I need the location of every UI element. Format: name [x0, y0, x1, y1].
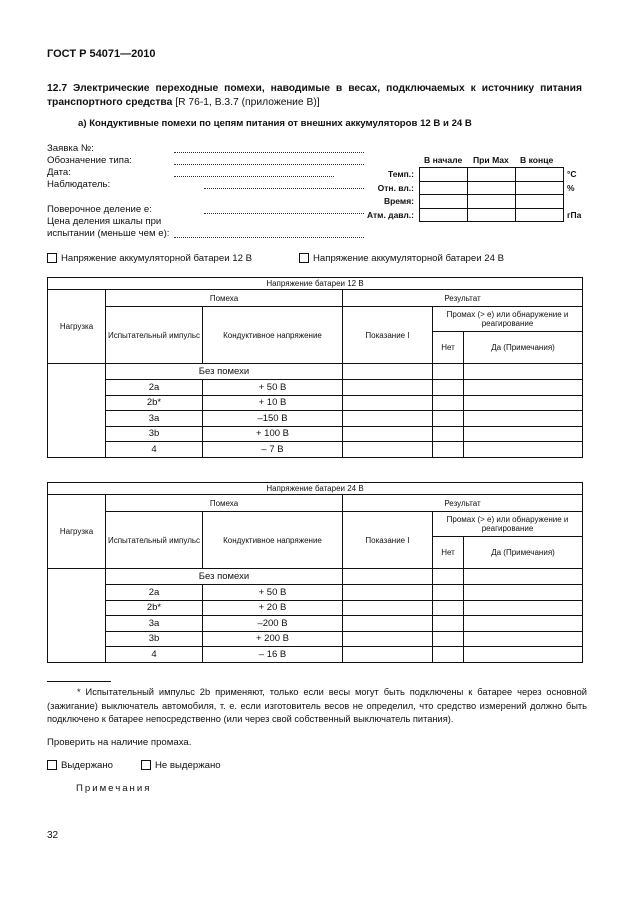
- header-voltage: Кондуктивное напряжение: [203, 512, 343, 569]
- verdict-failed-label: Не выдержано: [155, 760, 221, 771]
- yes-cell[interactable]: [464, 411, 583, 427]
- yes-cell[interactable]: [464, 364, 583, 380]
- checkbox-24v[interactable]: [299, 253, 309, 263]
- reading-cell[interactable]: [343, 442, 433, 458]
- field-scale-division-label-2: испытании (меньше чем e):: [47, 228, 170, 239]
- pulse-cell: 2a: [106, 380, 203, 396]
- check-instruction: Проверить на наличие промаха.: [47, 737, 192, 748]
- no-cell[interactable]: [433, 426, 464, 442]
- no-cell[interactable]: [433, 395, 464, 411]
- reading-cell[interactable]: [343, 426, 433, 442]
- yes-cell[interactable]: [464, 600, 583, 616]
- header-no: Нет: [433, 537, 464, 569]
- header-interference: Помеха: [106, 495, 343, 512]
- pulse-cell: 2b*: [106, 600, 203, 616]
- header-reading: Показание I: [343, 512, 433, 569]
- reading-cell[interactable]: [343, 616, 433, 632]
- load-cell[interactable]: [48, 569, 106, 663]
- conditions-cell[interactable]: [468, 208, 516, 222]
- conditions-block: [360, 155, 610, 227]
- reading-cell[interactable]: [343, 411, 433, 427]
- no-cell[interactable]: [433, 631, 464, 647]
- conditions-label-temp: Темп.:: [388, 169, 414, 179]
- yes-cell[interactable]: [464, 380, 583, 396]
- conditions-col-start: В начале: [424, 155, 463, 165]
- reading-cell[interactable]: [343, 647, 433, 663]
- header-voltage: Кондуктивное напряжение: [203, 307, 343, 364]
- conditions-cell[interactable]: [468, 195, 516, 209]
- yes-cell[interactable]: [464, 631, 583, 647]
- conditions-col-end: В конце: [520, 155, 554, 165]
- footnote: * Испытательный импульс 2b применяют, только если весы могут быть подключены к батарее через основной (зажигание) выключатель автомобиля, т. е. если изготовитель весов не определил, что средство измерений должно быть подключено к батарее непосредственно (или через свой собственный выключатель питания).: [47, 687, 587, 724]
- conditions-unit-humidity: %: [567, 183, 575, 193]
- table-row: [48, 616, 583, 632]
- conditions-row-pressure: [420, 208, 564, 222]
- yes-cell[interactable]: [464, 616, 583, 632]
- no-cell[interactable]: [433, 585, 464, 601]
- verdict-failed-option[interactable]: [141, 760, 221, 771]
- conditions-cell[interactable]: [420, 181, 468, 195]
- conditions-cell[interactable]: [420, 168, 468, 182]
- reading-cell[interactable]: [343, 380, 433, 396]
- conditions-cell[interactable]: [420, 208, 468, 222]
- header-yes: Да (Примечания): [464, 537, 583, 569]
- conditions-cell[interactable]: [516, 208, 564, 222]
- no-cell[interactable]: [433, 600, 464, 616]
- voltage-cell: + 200 В: [203, 631, 343, 647]
- pulse-cell: 4: [106, 647, 203, 663]
- header-pulse: Испытательный импульс: [106, 512, 203, 569]
- reading-cell[interactable]: [343, 395, 433, 411]
- field-date-value[interactable]: [174, 176, 334, 177]
- section-title-ref: [R 76-1, B.3.7 (приложение B)]: [172, 97, 320, 108]
- header-reading: Показание I: [343, 307, 433, 364]
- voltage-cell: – 16 В: [203, 647, 343, 663]
- voltage-cell: + 20 В: [203, 600, 343, 616]
- table-row: [48, 426, 583, 442]
- conditions-label-humidity: Отн. вл.:: [377, 183, 414, 193]
- table-title: Напряжение батареи 12 В: [48, 278, 583, 290]
- section-subtitle: а) Кондуктивные помехи по цепям питания от внешних аккумуляторов 12 В и 24 В: [78, 118, 472, 129]
- header-result: Результат: [343, 290, 583, 307]
- field-scale-division-label-1: Цена деления шкалы при: [47, 216, 162, 227]
- page-number: 32: [47, 830, 59, 841]
- conditions-cell[interactable]: [516, 195, 564, 209]
- yes-cell[interactable]: [464, 585, 583, 601]
- table-row: [48, 647, 583, 663]
- document-header: ГОСТ Р 54071—2010: [47, 48, 156, 60]
- reading-cell[interactable]: [343, 569, 433, 585]
- voltage-cell: –150 В: [203, 411, 343, 427]
- voltage-12-option[interactable]: [47, 253, 252, 264]
- yes-cell[interactable]: [464, 569, 583, 585]
- header-miss: Промах (> e) или обнаружение и реагирование: [433, 512, 583, 537]
- pulse-cell: 3a: [106, 411, 203, 427]
- no-interference-label: Без помехи: [106, 364, 343, 380]
- no-cell[interactable]: [433, 569, 464, 585]
- field-observer-label: Наблюдатель:: [47, 179, 111, 190]
- conditions-cell[interactable]: [468, 168, 516, 182]
- pulse-cell: 2b*: [106, 395, 203, 411]
- no-cell[interactable]: [433, 411, 464, 427]
- yes-cell[interactable]: [464, 442, 583, 458]
- header-miss: Промах (> e) или обнаружение и реагирование: [433, 307, 583, 332]
- conditions-cell[interactable]: [420, 195, 468, 209]
- pulse-cell: 3b: [106, 426, 203, 442]
- table-row: [48, 442, 583, 458]
- conditions-cell[interactable]: [468, 181, 516, 195]
- yes-cell[interactable]: [464, 426, 583, 442]
- verdict-passed-option[interactable]: [47, 760, 113, 771]
- conditions-label-time: Время:: [383, 196, 414, 206]
- conditions-row-humidity: [420, 181, 564, 195]
- field-application-label: Заявка №:: [47, 143, 94, 154]
- conditions-cell[interactable]: [516, 168, 564, 182]
- voltage-cell: –200 В: [203, 616, 343, 632]
- reading-cell[interactable]: [343, 600, 433, 616]
- voltage-12-label: Напряжение аккумуляторной батареи 12 В: [61, 253, 252, 264]
- table-row: [48, 585, 583, 601]
- section-title-bold: 12.7 Электрические переходные помехи, наводимые в весах, подключаемых к источнику питания транспортного средства: [47, 83, 582, 108]
- voltage-cell: – 7 В: [203, 442, 343, 458]
- field-verification-division-label: Поверочное деление e:: [47, 204, 152, 215]
- checkbox-failed[interactable]: [141, 760, 151, 770]
- notes-label: Примечания: [76, 783, 152, 794]
- table-row: [48, 395, 583, 411]
- checkbox-passed[interactable]: [47, 760, 57, 770]
- no-cell[interactable]: [433, 442, 464, 458]
- voltage-cell: + 100 В: [203, 426, 343, 442]
- conditions-grid: [419, 167, 564, 222]
- conditions-label-pressure: Атм. давл.:: [366, 210, 414, 220]
- table-row: [48, 600, 583, 616]
- section-title: [47, 82, 582, 110]
- field-observer-value[interactable]: [204, 188, 364, 189]
- no-cell[interactable]: [433, 364, 464, 380]
- header-no: Нет: [433, 332, 464, 364]
- header-pulse: Испытательный импульс: [106, 307, 203, 364]
- results-table-24v: [47, 482, 583, 663]
- voltage-cell: + 10 В: [203, 395, 343, 411]
- footnote-separator: [47, 681, 111, 682]
- reading-cell[interactable]: [343, 364, 433, 380]
- yes-cell[interactable]: [464, 395, 583, 411]
- yes-cell[interactable]: [464, 647, 583, 663]
- conditions-row-temp: [420, 168, 564, 182]
- field-date-label: Дата:: [47, 167, 71, 178]
- voltage-cell: + 50 В: [203, 380, 343, 396]
- pulse-cell: 3a: [106, 616, 203, 632]
- no-cell[interactable]: [433, 616, 464, 632]
- header-interference: Помеха: [106, 290, 343, 307]
- pulse-cell: 3b: [106, 631, 203, 647]
- load-cell[interactable]: [48, 364, 106, 458]
- conditions-col-max: При Max: [473, 155, 509, 165]
- voltage-cell: + 50 В: [203, 585, 343, 601]
- conditions-cell[interactable]: [516, 181, 564, 195]
- reading-cell[interactable]: [343, 585, 433, 601]
- conditions-row-time: [420, 195, 564, 209]
- checkbox-12v[interactable]: [47, 253, 57, 263]
- results-table-12v: [47, 277, 583, 458]
- pulse-cell: 4: [106, 442, 203, 458]
- conditions-unit-pressure: гПа: [567, 210, 582, 220]
- table-row: [48, 631, 583, 647]
- conditions-unit-temp: °C: [567, 169, 577, 179]
- table-row: [48, 380, 583, 396]
- voltage-24-label: Напряжение аккумуляторной батареи 24 В: [313, 253, 504, 264]
- no-cell[interactable]: [433, 647, 464, 663]
- info-fields: [47, 143, 367, 243]
- field-type-value[interactable]: [174, 164, 364, 165]
- voltage-24-option[interactable]: [299, 253, 504, 264]
- field-verification-division-value[interactable]: [204, 213, 364, 214]
- header-result: Результат: [343, 495, 583, 512]
- reading-cell[interactable]: [343, 631, 433, 647]
- header-load: Нагрузка: [48, 495, 106, 569]
- table-title: Напряжение батареи 24 В: [48, 483, 583, 495]
- no-interference-label: Без помехи: [106, 569, 343, 585]
- field-application-value[interactable]: [174, 152, 364, 153]
- verdict-passed-label: Выдержано: [61, 760, 113, 771]
- pulse-cell: 2a: [106, 585, 203, 601]
- no-cell[interactable]: [433, 380, 464, 396]
- table-row: [48, 411, 583, 427]
- field-scale-division-value[interactable]: [174, 237, 364, 238]
- header-yes: Да (Примечания): [464, 332, 583, 364]
- header-load: Нагрузка: [48, 290, 106, 364]
- field-type-label: Обозначение типа:: [47, 155, 132, 166]
